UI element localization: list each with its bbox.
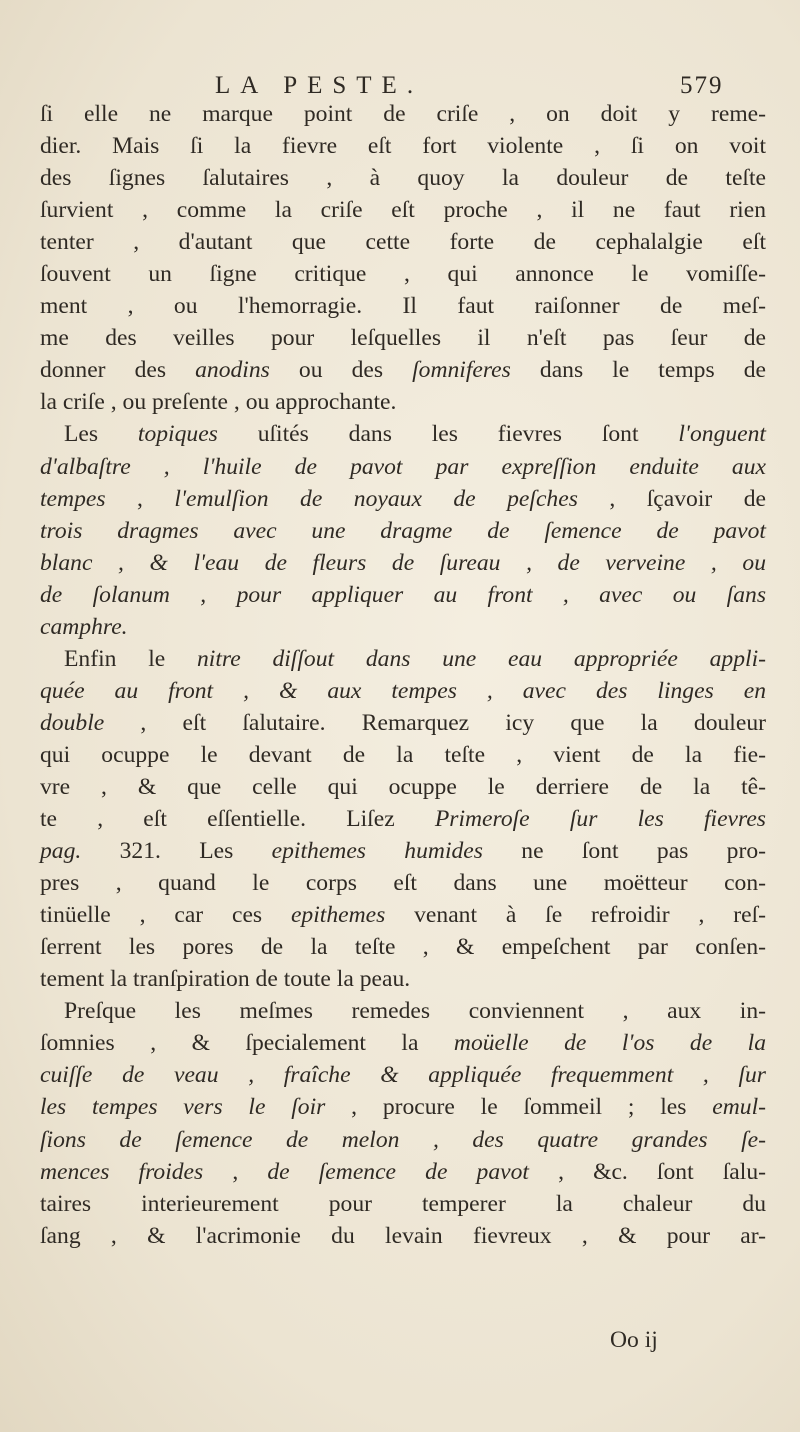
text-segment: dier. Mais ſi la fievre eſt fort violente , ſi on voit bbox=[40, 133, 766, 160]
italic-segment: pag. bbox=[40, 838, 82, 865]
italic-segment: emul- bbox=[712, 1094, 766, 1121]
text-segment: , ſçavoir de bbox=[577, 485, 766, 512]
text-line bbox=[40, 771, 766, 803]
text-line bbox=[40, 98, 766, 130]
text-line bbox=[40, 611, 766, 643]
italic-segment: l'emulſion de noyaux de peſches bbox=[174, 485, 578, 512]
italic-segment: blanc , & l'eau de fleurs de ſureau , de verveine , ou bbox=[40, 549, 766, 576]
text-line bbox=[40, 354, 766, 386]
italic-segment: nitre diſſout dans une eau appropriée appli- bbox=[197, 645, 766, 672]
italic-segment: quée au front , & aux tempes , avec des linges en bbox=[40, 677, 766, 704]
text-segment: , eſt ſalutaire. Remarquez icy que la douleur bbox=[104, 709, 766, 736]
text-segment: taires interieurement pour temperer la chaleur du bbox=[40, 1190, 766, 1217]
text-line bbox=[40, 162, 766, 194]
text-line bbox=[40, 226, 766, 258]
text-line bbox=[40, 1027, 766, 1059]
text-segment: Enfin le bbox=[64, 645, 197, 672]
text-line bbox=[40, 451, 766, 483]
text-segment: ſomnies , & ſpecialement la bbox=[40, 1030, 454, 1057]
text-segment: , procure le ſommeil ; les bbox=[325, 1094, 713, 1121]
text-line bbox=[40, 1156, 766, 1188]
text-segment: me des veilles pour leſquelles il n'eſt pas ſeur de bbox=[40, 325, 766, 352]
text-line bbox=[40, 931, 766, 963]
text-segment: tenter , d'autant que cette forte de cephalalgie eſt bbox=[40, 229, 766, 256]
text-line bbox=[40, 1188, 766, 1220]
italic-segment: double bbox=[40, 709, 105, 736]
italic-segment: anodins bbox=[195, 357, 270, 384]
italic-segment: de ſolanum , pour appliquer au front , avec ou ſans bbox=[40, 581, 766, 608]
text-segment: ment , ou l'hemorragie. Il faut raiſonner de meſ- bbox=[40, 293, 766, 320]
text-segment: , bbox=[203, 1158, 268, 1185]
text-line bbox=[40, 675, 766, 707]
italic-segment: epithemes bbox=[290, 902, 386, 929]
body-text bbox=[40, 98, 766, 1252]
text-segment: vre , & que celle qui ocuppe le derriere de la tê- bbox=[40, 773, 766, 800]
text-segment: qui ocuppe le devant de la teſte , vient de la fie- bbox=[40, 741, 766, 768]
italic-segment: camphre. bbox=[40, 613, 128, 640]
text-line bbox=[40, 1091, 766, 1123]
catchword: Oo ij bbox=[610, 1327, 658, 1353]
text-segment: donner des bbox=[40, 357, 196, 384]
italic-segment: trois dragmes avec une dragme de ſemence de pavot bbox=[40, 517, 766, 544]
text-segment: te , eſt eſſentielle. Liſez bbox=[40, 806, 435, 833]
text-segment: , bbox=[105, 485, 175, 512]
italic-segment: Primeroſe ſur les fievres bbox=[434, 806, 766, 833]
text-segment: tinüelle , car ces bbox=[40, 902, 291, 929]
italic-segment: epithemes humides bbox=[271, 838, 483, 865]
text-line bbox=[40, 995, 766, 1027]
running-head: LA PESTE. bbox=[215, 72, 424, 99]
text-line bbox=[40, 1124, 766, 1156]
text-line bbox=[40, 547, 766, 579]
italic-segment: de ſemence de pavot bbox=[267, 1158, 529, 1185]
italic-segment: tempes bbox=[40, 485, 106, 512]
text-line bbox=[40, 963, 766, 995]
italic-segment: d'albaſtre , l'huile de pavot par expreſſion enduite aux bbox=[40, 453, 766, 480]
text-segment: uſités dans les fievres ſont bbox=[217, 421, 679, 448]
italic-segment: ſomniferes bbox=[412, 357, 511, 384]
text-line bbox=[40, 515, 766, 547]
italic-segment: mences froides bbox=[40, 1158, 204, 1185]
text-line bbox=[40, 867, 766, 899]
italic-segment: ſions de ſemence de melon , des quatre grandes ſe- bbox=[40, 1126, 766, 1153]
text-line bbox=[40, 194, 766, 226]
text-segment: dans le temps de bbox=[510, 357, 766, 384]
italic-segment: cuiſſe de veau , fraîche & appliquée frequemment , ſur bbox=[40, 1062, 766, 1089]
italic-segment: topiques bbox=[137, 421, 218, 448]
text-segment: venant à ſe refroidir , reſ- bbox=[385, 902, 766, 929]
italic-segment: les tempes vers le ſoir bbox=[40, 1094, 326, 1121]
text-segment: ſurvient , comme la criſe eſt proche , il ne faut rien bbox=[40, 197, 766, 224]
italic-segment: moüelle de l'os de la bbox=[453, 1030, 766, 1057]
text-line bbox=[40, 386, 766, 418]
text-line bbox=[40, 803, 766, 835]
text-segment: , &c. ſont ſalu- bbox=[528, 1158, 766, 1185]
text-line bbox=[40, 579, 766, 611]
text-segment: Preſque les meſmes remedes conviennent , aux in- bbox=[64, 998, 766, 1025]
text-line bbox=[40, 322, 766, 354]
text-segment: la criſe , ou preſente , ou approchante. bbox=[40, 389, 397, 416]
text-segment: pres , quand le corps eſt dans une moëtteur con- bbox=[40, 870, 766, 897]
italic-segment: l'onguent bbox=[678, 421, 766, 448]
text-segment: ſi elle ne marque point de criſe , on doit y reme- bbox=[40, 101, 766, 127]
text-segment: ſang , & l'acrimonie du levain fievreux , & pour ar- bbox=[40, 1222, 766, 1249]
text-segment: Les bbox=[64, 421, 138, 448]
page-number: 579 bbox=[680, 72, 724, 99]
text-segment: des ſignes ſalutaires , à quoy la douleur de teſte bbox=[40, 165, 766, 192]
text-line bbox=[40, 483, 766, 515]
text-line bbox=[40, 1220, 766, 1252]
text-segment: ſouvent un ſigne critique , qui annonce le vomiſſe- bbox=[40, 261, 766, 288]
text-segment: ne ſont pas pro- bbox=[482, 838, 766, 865]
text-line bbox=[40, 290, 766, 322]
text-segment: tement la tranſpiration de toute la peau. bbox=[40, 966, 411, 993]
text-line bbox=[40, 258, 766, 290]
text-segment: 321. Les bbox=[81, 838, 272, 865]
text-line bbox=[40, 707, 766, 739]
text-line bbox=[40, 899, 766, 931]
text-line bbox=[40, 1059, 766, 1091]
text-segment: ſerrent les pores de la teſte , & empeſchent par conſen- bbox=[40, 934, 766, 961]
text-line bbox=[40, 418, 766, 450]
text-segment: ou des bbox=[269, 357, 413, 384]
text-line bbox=[40, 130, 766, 162]
text-line bbox=[40, 643, 766, 675]
text-line bbox=[40, 739, 766, 771]
text-line bbox=[40, 835, 766, 867]
